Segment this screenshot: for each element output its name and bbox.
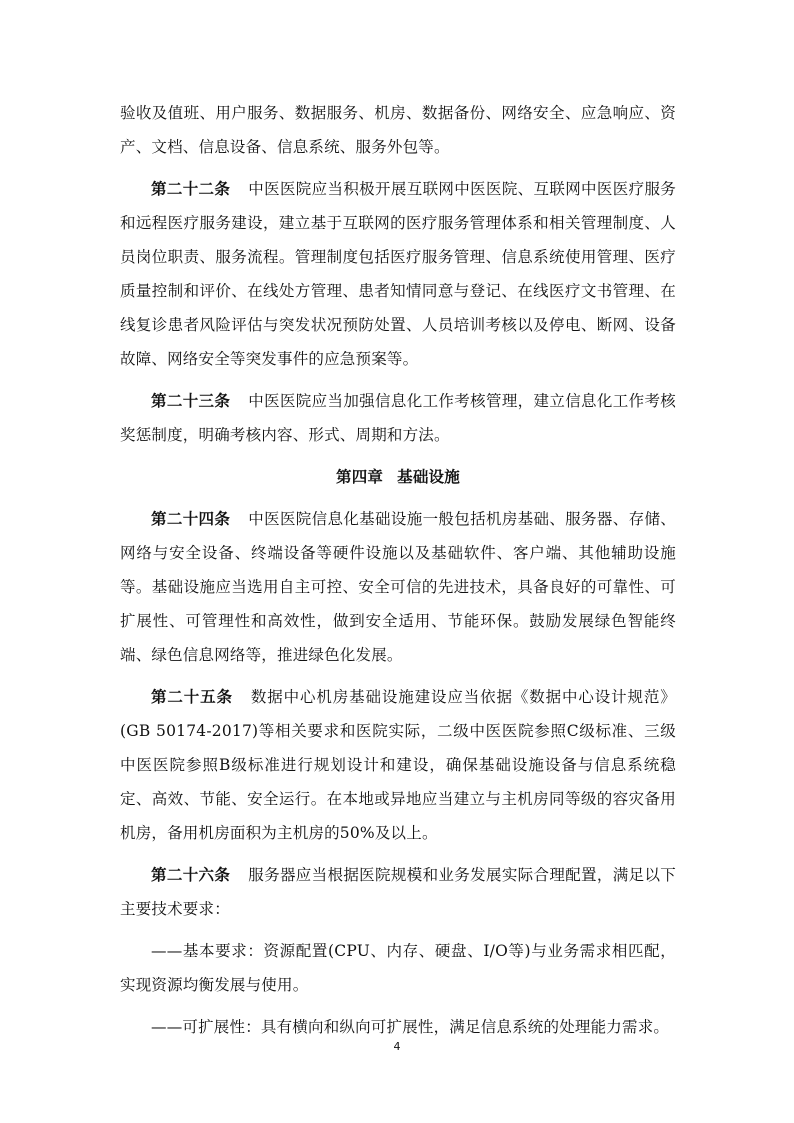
article-number: 第二十三条 [151,392,231,410]
paragraph-text: 中医医院应当积极开展互联网中医医院、互联网中医医疗服务和远程医疗服务建设，建立基于互联网的医疗服务管理体系和相关管理制度、人员岗位职责、服务流程。管理制度包括医疗服务管理、信息系统使用管理、医疗质量控制和评价、在线处方管理、患者知情同意与登记、在线医疗文书管理、在线复诊患者风险评估与突发状况预防处置、人员培训考核以及停电、断网、设备故障、网络安全等突发事件的应急预案等。 [120,180,676,368]
paragraph-text: ——基本要求：资源配置(CPU、内存、硬盘、I/O等)与业务需求相匹配，实现资源均衡发展与使用。 [120,942,676,994]
article-22 [120,172,676,376]
requirement-basic [120,934,676,1002]
chapter-heading [120,460,676,494]
paragraph-text: 验收及值班、用户服务、数据服务、机房、数据备份、网络安全、应急响应、资产、文档、信息设备、信息系统、服务外包等。 [120,104,676,156]
article-24 [120,502,676,672]
article-23 [120,384,676,452]
document-body [120,96,676,1052]
chapter-title: 基础设施 [397,468,460,486]
requirement-scalability [120,1010,676,1044]
chapter-number: 第四章 [336,468,384,486]
article-number: 第二十六条 [151,866,231,884]
paragraph-text: 服务器应当根据医院规模和业务发展实际合理配置，满足以下主要技术要求： [120,866,676,918]
paragraph-text: 中医医院信息化基础设施一般包括机房基础、服务器、存储、网络与安全设备、终端设备等硬件设施以及基础软件、客户端、其他辅助设施等。基础设施应当选用自主可控、安全可信的先进技术，具备良好的可靠性、可扩展性、可管理性和高效性，做到安全适用、节能环保。鼓励发展绿色智能终端、绿色信息网络等，推进绿色化发展。 [120,510,676,664]
article-26 [120,858,676,926]
article-25 [120,680,676,850]
paragraph-text: 中医医院应当加强信息化工作考核管理，建立信息化工作考核奖惩制度，明确考核内容、形式、周期和方法。 [120,392,676,444]
article-number: 第二十五条 [151,688,233,706]
article-number: 第二十二条 [151,180,231,198]
page-number: 4 [393,1040,401,1053]
paragraph-continuation [120,96,676,164]
paragraph-text: 数据中心机房基础设施建设应当依据《数据中心设计规范》(GB 50174-2017)等相关要求和医院实际，二级中医医院参照C级标准、三级中医医院参照B级标准进行规划设计和建设，确保基础设施设备与信息系统稳定、高效、节能、安全运行。在本地或异地应当建立与主机房同等级的容灾备用机房，备用机房面积为主机房的50%及以上。 [120,688,676,842]
paragraph-text: ——可扩展性：具有横向和纵向可扩展性，满足信息系统的处理能力需求。 [151,1018,670,1036]
article-number: 第二十四条 [151,510,231,528]
